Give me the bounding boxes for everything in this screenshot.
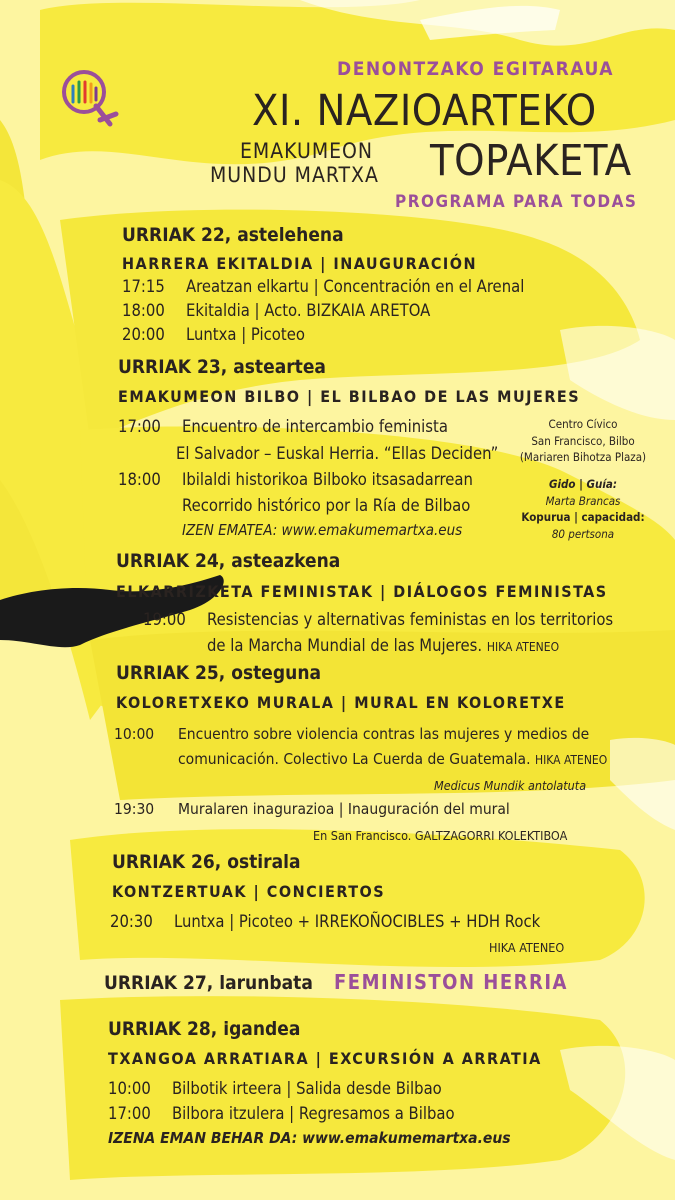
event-text: comunicación. Colectivo La Cuerda de Guatemala.: [178, 750, 531, 768]
day-28-date: URRIAK 28, igandea: [108, 1018, 301, 1040]
world-march-logo-icon: [56, 64, 126, 144]
day-24-event-line2: [207, 636, 559, 655]
event-text: de la Marcha Mundial de las Mujeres.: [207, 636, 483, 655]
day-23-event-1-line1: [118, 417, 448, 436]
day-25-event-2: [114, 800, 510, 818]
day-25-event-1-line2: [178, 750, 607, 768]
day-23-section: EMAKUMEON BILBO | EL BILBAO DE LAS MUJERES: [118, 387, 581, 406]
day-23-guide-info: [514, 476, 652, 543]
event-time: 20:00: [122, 325, 165, 344]
event-time: 19:30: [114, 800, 155, 818]
day-24-section: ELKARRIZKETA FEMINISTAK | DIÁLOGOS FEMINISTAS: [116, 582, 608, 601]
event-time: 10:00: [108, 1079, 151, 1098]
event-time: 18:00: [118, 470, 161, 489]
day-25-event-1-line1: [114, 725, 589, 743]
day-22-event-2: [122, 301, 430, 320]
day-22-event-1: [122, 277, 524, 296]
event-time: 17:00: [118, 417, 161, 436]
day-28-section: TXANGOA ARRATIARA | EXCURSIÓN A ARRATIA: [108, 1049, 542, 1068]
program-subtitle-es: PROGRAMA PARA TODAS: [395, 192, 638, 212]
event-venue: HIKA ATENEO: [534, 753, 608, 767]
event-title-line1: XI. NAZIOARTEKO: [252, 86, 597, 136]
day-28-register-link[interactable]: IZENA EMAN BEHAR DA: www.emakumemartxa.eus: [108, 1129, 511, 1147]
day-22-section: HARRERA EKITALDIA | INAUGURACIÓN: [122, 254, 478, 273]
event-text: Resistencias y alternativas feministas en los territorios: [207, 610, 614, 629]
day-24-date: URRIAK 24, asteazkena: [116, 550, 341, 572]
day-25-organizer-note: Medicus Mundik antolatuta: [434, 778, 587, 793]
day-28-event-1: [108, 1079, 442, 1098]
guide-name: Marta Brancas: [545, 493, 621, 508]
event-time: 20:30: [110, 912, 153, 931]
event-text: Areatzan elkartu | Concentración en el Arenal: [186, 277, 525, 296]
event-text: Ibilaldi historikoa Bilboko itsasadarrean: [182, 470, 473, 489]
day-23-register-link[interactable]: IZEN EMATEA: www.emakumemartxa.eus: [182, 521, 463, 539]
event-text: Bilbora itzulera | Regresamos a Bilbao: [172, 1104, 455, 1123]
day-23-event-1-line2: El Salvador – Euskal Herria. “Ellas Deciden”: [176, 444, 499, 463]
venue-line: (Mariaren Bihotza Plaza): [519, 450, 647, 465]
day-25-section: KOLORETXEKO MURALA | MURAL EN KOLORETXE: [116, 693, 566, 712]
day-26-date: URRIAK 26, ostirala: [112, 851, 301, 873]
event-time: 17:15: [122, 277, 165, 296]
day-23-venue: [514, 416, 652, 466]
day-22-date: URRIAK 22, astelehena: [122, 224, 344, 246]
venue-line: Centro Cívico: [548, 417, 618, 431]
guide-label: Gido | Guía:: [548, 477, 618, 491]
day-23-event-2-line2: Recorrido histórico por la Ría de Bilbao: [182, 496, 471, 515]
event-time: 17:00: [108, 1104, 151, 1123]
day-27-date: URRIAK 27, larunbata: [104, 972, 313, 994]
event-text: Encuentro de intercambio feminista: [182, 417, 448, 436]
event-time: 10:00: [114, 725, 155, 743]
day-25-event-2-note: En San Francisco. GALTZAGORRI KOLEKTIBOA: [313, 828, 568, 843]
capacity-label: Kopurua | capacidad:: [521, 510, 645, 525]
event-venue: HIKA ATENEO: [486, 640, 560, 654]
org-name-line2: MUNDU MARTXA: [210, 163, 379, 187]
program-subtitle-eu: DENONTZAKO EGITARAUA: [337, 58, 614, 80]
event-title-line2: TOPAKETA: [430, 136, 632, 186]
day-27-highlight: FEMINISTON HERRIA: [334, 970, 568, 994]
day-23-date: URRIAK 23, asteartea: [118, 356, 326, 378]
org-name-line1: EMAKUMEON: [240, 139, 374, 163]
event-time: 19:00: [143, 610, 186, 629]
event-text: Luntxa | Picoteo: [186, 325, 305, 344]
event-text: Encuentro sobre violencia contras las mujeres y medios de: [178, 725, 590, 743]
day-23-event-2-line1: [118, 470, 473, 489]
event-text: Muralaren inagurazioa | Inauguración del mural: [178, 800, 510, 818]
event-text: Bilbotik irteera | Salida desde Bilbao: [172, 1079, 442, 1098]
day-26-event: [110, 912, 540, 931]
day-24-event-line1: [143, 610, 613, 629]
day-28-event-2: [108, 1104, 455, 1123]
event-text: Luntxa | Picoteo + IRREKOÑOCIBLES + HDH Rock: [174, 912, 541, 931]
day-26-section: KONTZERTUAK | CONCIERTOS: [112, 882, 386, 901]
day-26-venue: HIKA ATENEO: [489, 940, 565, 955]
day-22-event-3: [122, 325, 305, 344]
capacity-value: 80 pertsona: [551, 527, 615, 542]
day-25-date: URRIAK 25, osteguna: [116, 662, 322, 684]
event-time: 18:00: [122, 301, 165, 320]
venue-line: San Francisco, Bilbo: [531, 433, 635, 448]
event-text: Ekitaldia | Acto. BIZKAIA ARETOA: [186, 301, 431, 320]
